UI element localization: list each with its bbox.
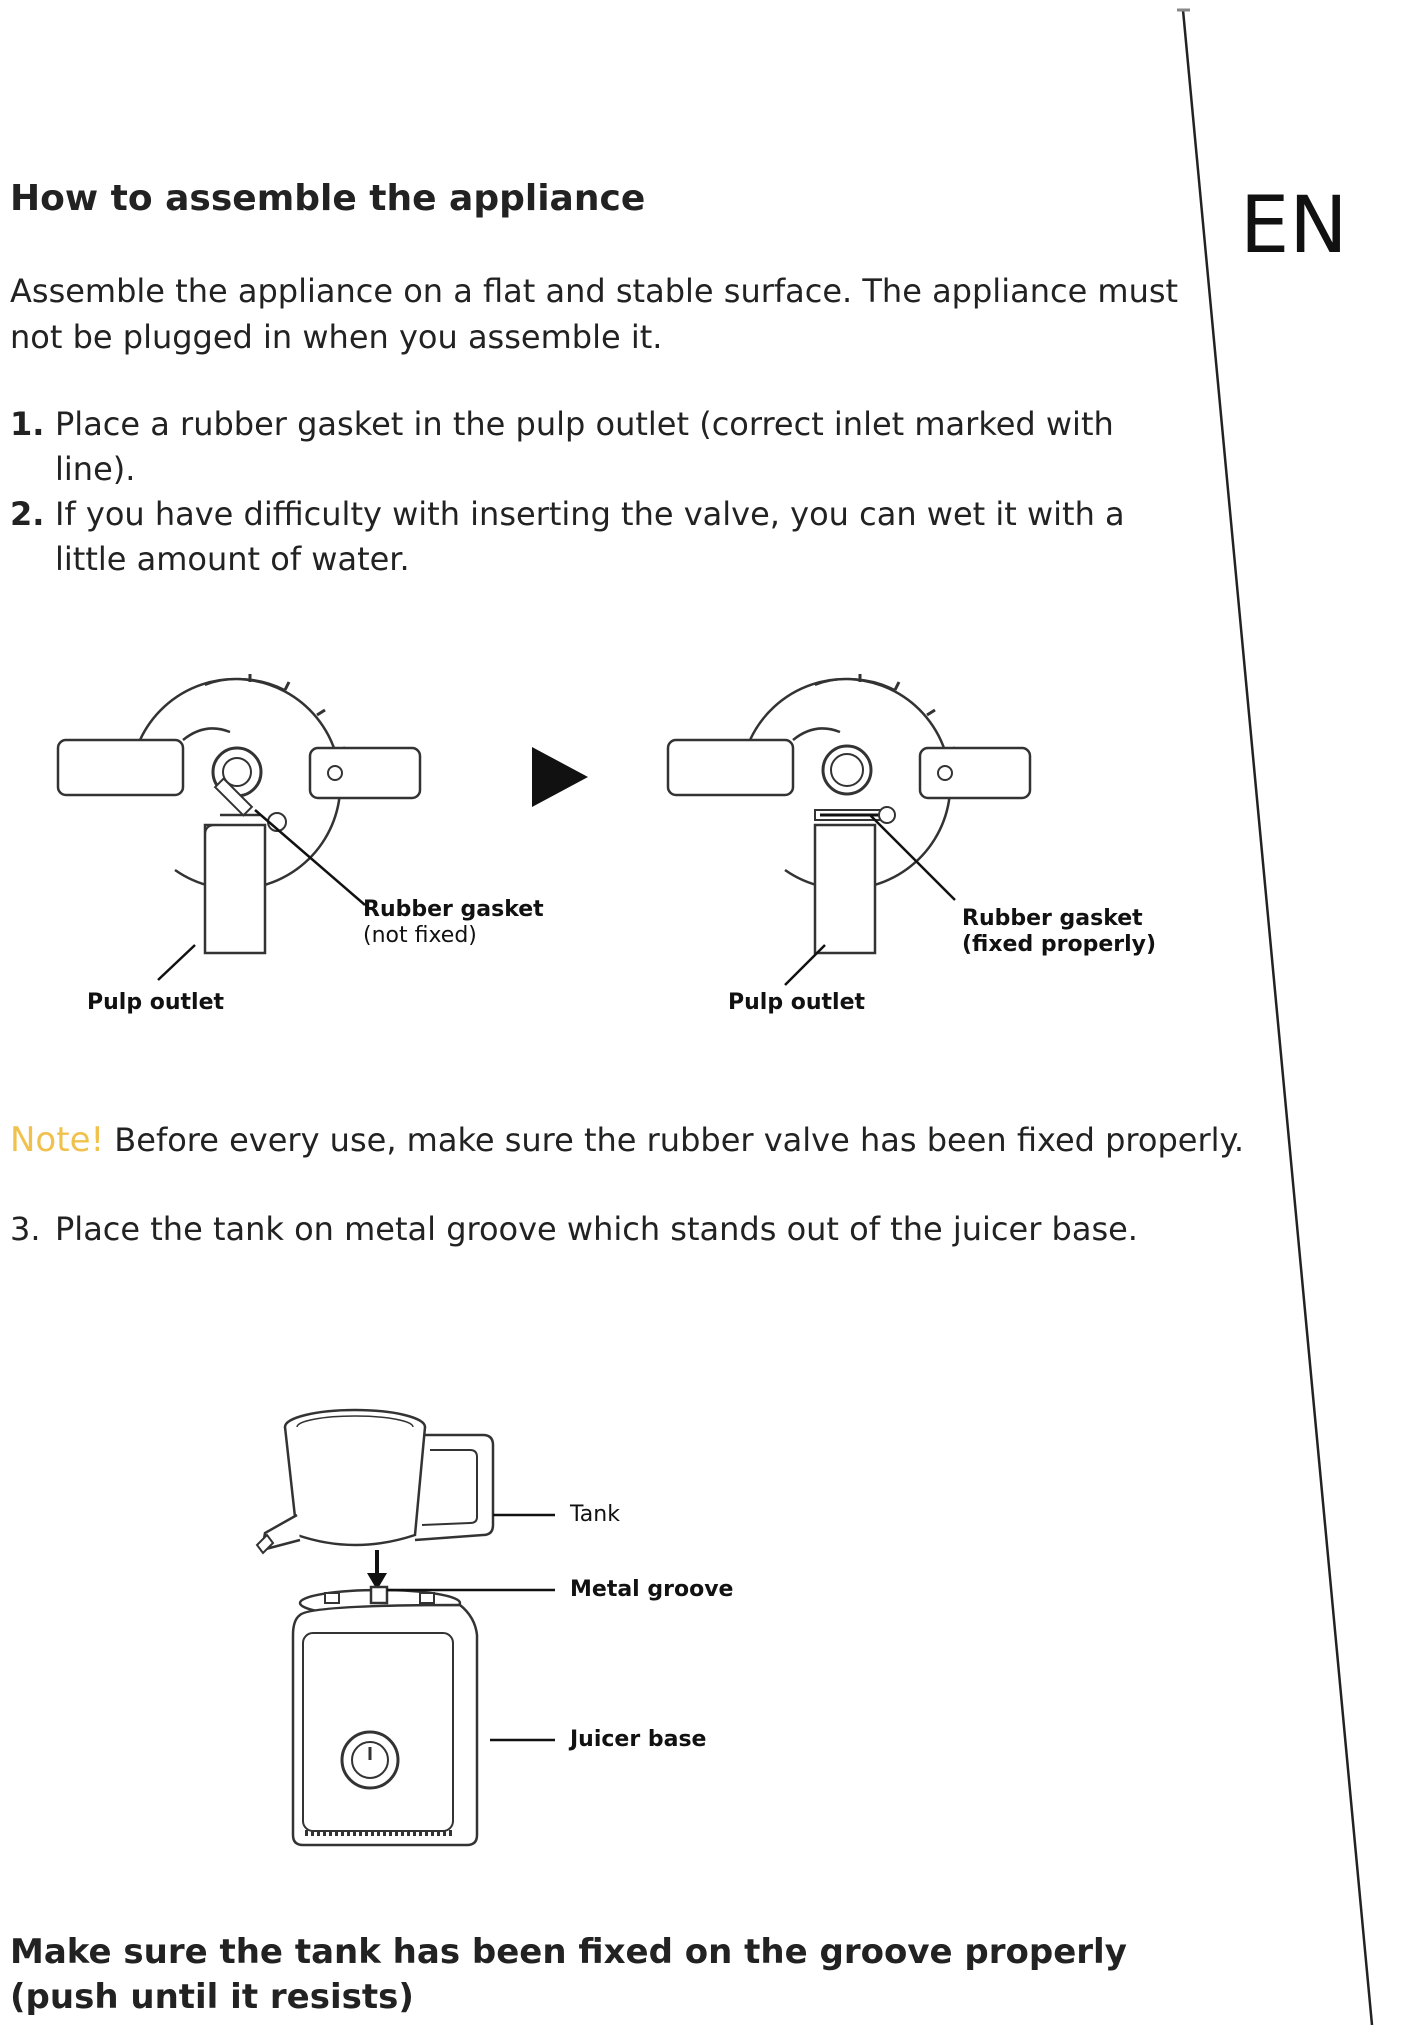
tank-label: Tank — [570, 1502, 620, 1527]
step-item — [10, 492, 1160, 582]
intro-paragraph: Assemble the appliance on a flat and stable surface. The appliance must not be plugged in when you assemble it. — [10, 272, 1179, 356]
gasket-not-fixed-label — [363, 897, 544, 949]
metal-groove-label: Metal groove — [570, 1577, 734, 1602]
step-text: If you have difficulty with inserting the valve, you can wet it with a little amount of water. — [55, 495, 1125, 578]
note-paragraph — [10, 1120, 1244, 1160]
label-line: Rubber gasket — [363, 897, 544, 922]
pulp-outlet-label-right: Pulp outlet — [728, 990, 866, 1015]
label-line: Rubber gasket — [962, 906, 1143, 931]
final-instruction-line: Make sure the tank has been fixed on the groove properly — [10, 1932, 1127, 1972]
note-text: Before every use, make sure the rubber valve has been fixed properly. — [104, 1121, 1245, 1159]
gasket-fixed-label — [962, 906, 1156, 958]
section-heading: How to assemble the appliance — [10, 178, 646, 219]
step-number: 1. — [10, 405, 45, 443]
juicer-base-label: Juicer base — [570, 1727, 707, 1752]
arrow-right-icon — [530, 745, 590, 810]
note-label: Note! — [10, 1120, 105, 1160]
juicer-assembly-diagram — [255, 1405, 575, 1855]
pulp-outlet-label-left: Pulp outlet — [87, 990, 225, 1015]
final-instruction-line: (push until it resists) — [10, 1977, 414, 2017]
step-number: 2. — [10, 495, 45, 533]
step-text: Place the tank on metal groove which stands out of the juicer base. — [55, 1210, 1138, 1248]
label-line: (not fixed) — [363, 923, 477, 948]
steps-list — [10, 402, 1160, 582]
step-item-3 — [10, 1210, 1138, 1248]
step-item — [10, 402, 1160, 492]
language-tag: EN — [1240, 181, 1348, 271]
final-instruction — [10, 1930, 1127, 2020]
step-number: 3. — [10, 1210, 41, 1248]
step-text: Place a rubber gasket in the pulp outlet (correct inlet marked with line). — [55, 405, 1114, 488]
label-line: (fixed properly) — [962, 932, 1157, 957]
